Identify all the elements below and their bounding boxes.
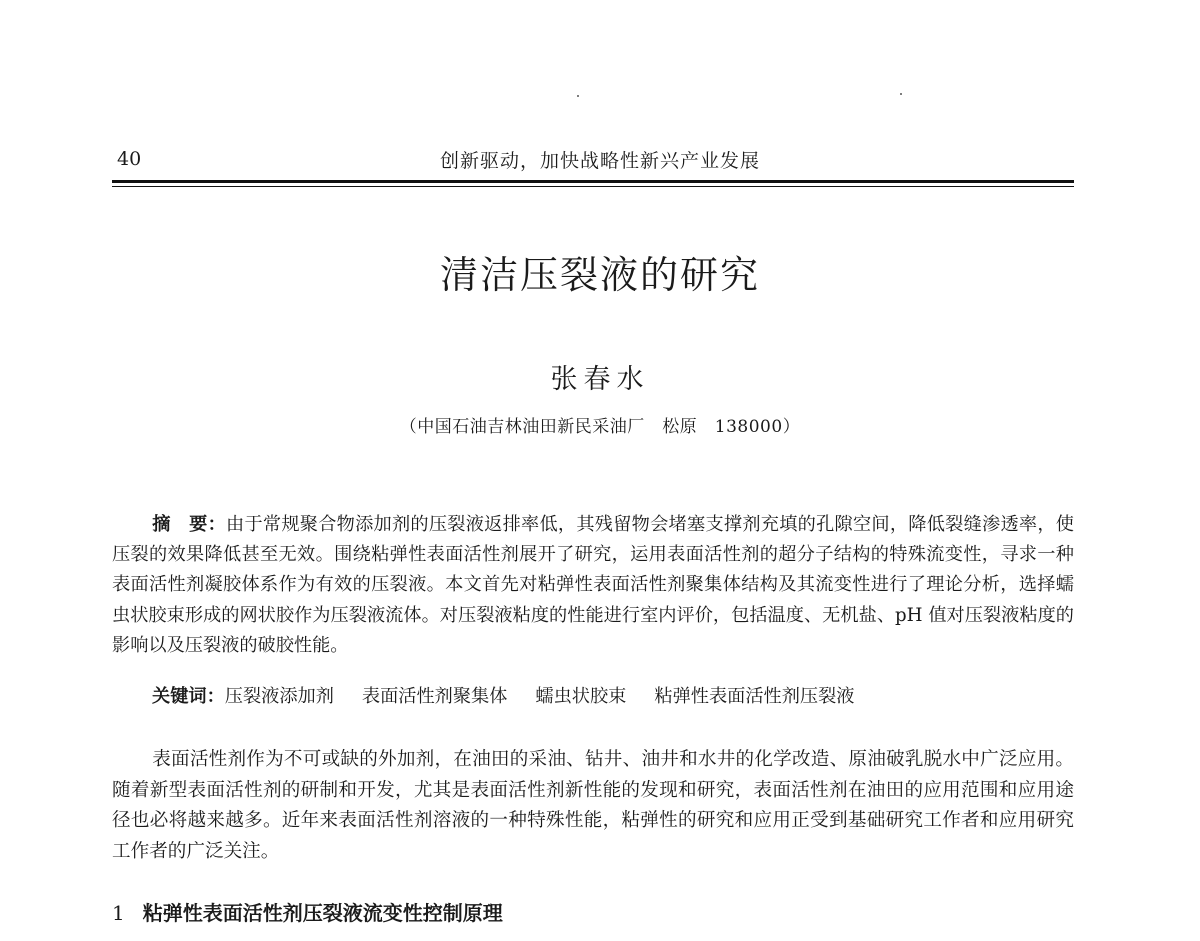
abstract-label: 摘 要： <box>152 514 227 535</box>
article-title: 清洁压裂液的研究 <box>439 253 760 297</box>
section-number: 1 <box>112 901 125 925</box>
scan-speck <box>900 93 902 95</box>
keyword-item: 表面活性剂聚集体 <box>361 686 508 707</box>
keyword-item: 压裂液添加剂 <box>224 686 334 707</box>
author-affiliation: （中国石油吉林油田新民采油厂 松原 138000） <box>399 417 801 437</box>
keyword-item: 粘弹性表面活性剂压裂液 <box>654 686 855 707</box>
section-title: 粘弹性表面活性剂压裂液流变性控制原理 <box>142 901 503 925</box>
keywords-label: 关键词： <box>152 686 225 707</box>
running-header: 创新驱动，加快战略性新兴产业发展 <box>439 150 760 172</box>
page-number: 40 <box>117 148 142 170</box>
scan-speck <box>577 95 579 97</box>
keywords-line <box>152 682 1074 712</box>
header-rule-thick <box>112 180 1074 183</box>
section-heading <box>112 897 503 926</box>
body-paragraph-text: 表面活性剂作为不可或缺的外加剂，在油田的采油、钻井、油井和水井的化学改造、原油破乳脱水中广泛应用。随着新型表面活性剂的研制和开发，尤其是表面活性剂新性能的发现和研究，表面活性剂在油田的应用范围和应用途径也必将越来越多。近年来表面活性剂溶液的一种特殊性能，粘弹性的研究和应用正受到基础研究工作者和应用研究工作者的广泛关注。 <box>112 749 1074 862</box>
header-rule-thin <box>112 186 1074 187</box>
abstract-text: 由于常规聚合物添加剂的压裂液返排率低，其残留物会堵塞支撑剂充填的孔隙空间，降低裂缝渗透率，使压裂的效果降低甚至无效。围绕粘弹性表面活性剂展开了研究，运用表面活性剂的超分子结构的特殊流变性，寻求一种表面活性剂凝胶体系作为有效的压裂液。本文首先对粘弹性表面活性剂聚集体结构及其流变性进行了理论分析，选择蠕虫状胶束形成的网状胶作为压裂液流体。对压裂液粘度的性能进行室内评价，包括温度、无机盐、pH 值对压裂液粘度的影响以及压裂液的破胶性能。 <box>112 514 1074 656</box>
keyword-item: 蠕虫状胶束 <box>535 686 627 707</box>
body-paragraph <box>112 745 1074 867</box>
author-name: 张春水 <box>550 364 650 395</box>
abstract-block <box>112 510 1074 661</box>
